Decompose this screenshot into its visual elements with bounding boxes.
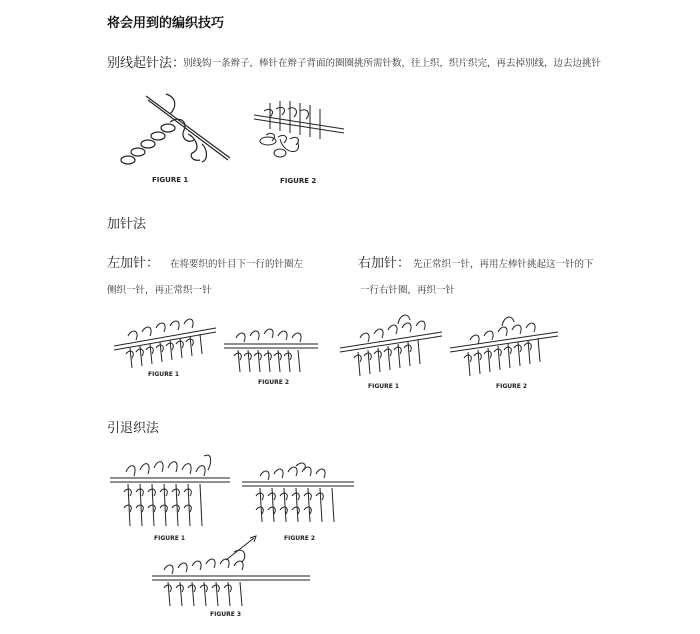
- provisional-figure-2: [240, 95, 350, 190]
- right-increase-figure-1-label: FIGURE 1: [368, 383, 400, 390]
- short-rows-figure-3-label: FIGURE 3: [210, 611, 242, 618]
- left-increase-label: 左加针：: [107, 256, 160, 271]
- right-increase-figure-2: [448, 312, 564, 392]
- provisional-text: 别线钩一条辫子，棒针在辫子背面的圈圈挑所需针数，往上织，织片织完，再去掉别线，边去边挑针: [183, 58, 602, 69]
- provisional-heading: 别线起针法：: [107, 56, 186, 71]
- right-increase-text-2: 一行右针圈，再织一针: [360, 285, 456, 296]
- short-rows-figure-1-label: FIGURE 1: [154, 535, 186, 542]
- left-increase-text-2: 侧织一针，再正常织一针: [107, 285, 212, 296]
- page-title: 将会用到的编织技巧: [107, 16, 225, 31]
- left-increase-figure-1: [110, 318, 220, 380]
- left-increase-text-1: 在将要织的针目下一行的针圈左: [170, 259, 304, 270]
- right-increase-figure-2-label: FIGURE 2: [496, 383, 528, 390]
- provisional-figure-2-label: FIGURE 2: [280, 177, 317, 185]
- short-rows-heading: 引退织法: [107, 421, 160, 436]
- provisional-figure-1: [118, 88, 234, 188]
- right-increase-figure-1: [338, 312, 448, 392]
- increase-heading: 加针法: [107, 217, 147, 232]
- right-increase-label: 右加针：: [358, 256, 411, 271]
- left-increase-figure-1-label: FIGURE 1: [148, 371, 180, 378]
- left-increase-figure-2: [222, 322, 322, 388]
- right-increase-text-1: 先正常织一针，再用左棒针挑起这一针的下: [413, 259, 594, 270]
- provisional-figure-1-label: FIGURE 1: [152, 176, 189, 184]
- short-rows-figure-2-label: FIGURE 2: [284, 535, 316, 542]
- left-increase-figure-2-label: FIGURE 2: [258, 379, 290, 386]
- short-rows-figure-3: [150, 530, 312, 620]
